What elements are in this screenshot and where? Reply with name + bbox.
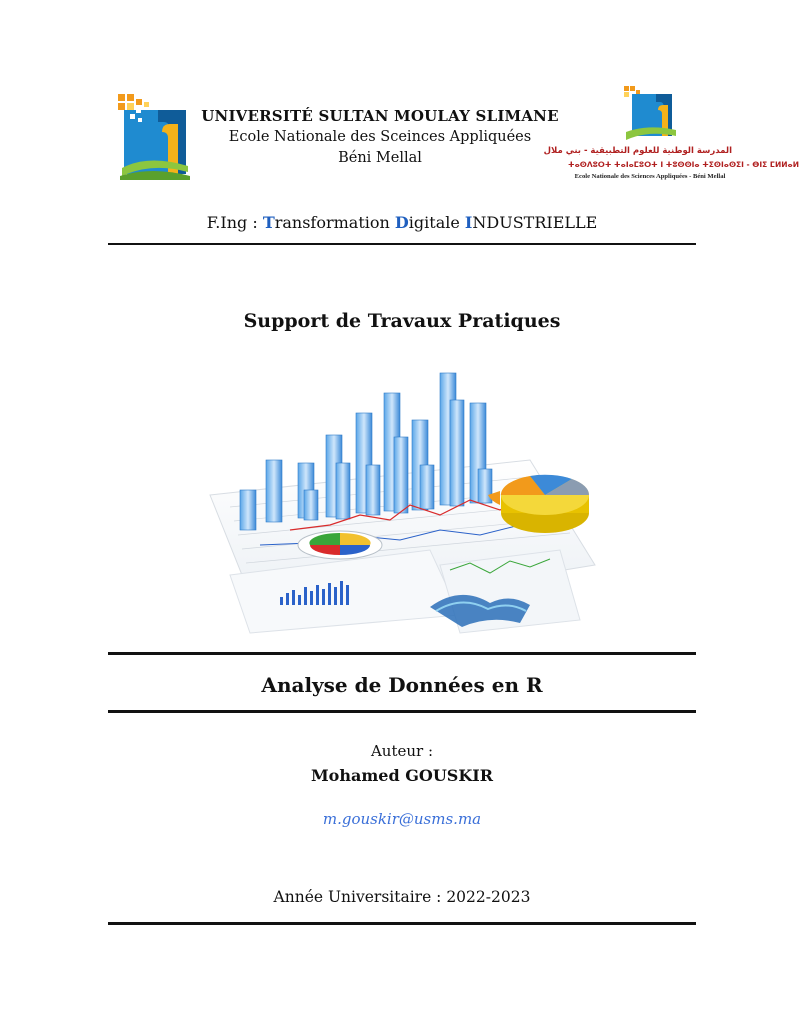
program-word-digitale: igitale [408, 213, 465, 232]
university-header [200, 106, 560, 169]
course-title: Analyse de Données en R [261, 673, 543, 697]
school-name: Ecole Nationale des Sceinces Appliquées [228, 129, 532, 145]
title-bottom-rule [108, 710, 696, 713]
ensa-beni-mellal-logo-icon [543, 86, 799, 186]
support-title: Support de Travaux Pratiques [243, 310, 561, 332]
academic-year: Année Universitaire : 2022-2023 [273, 888, 531, 906]
author-email-link[interactable]: m.gouskir@usms.ma [322, 810, 482, 828]
title-top-rule [108, 652, 696, 655]
data-analytics-illustration [200, 365, 610, 640]
program-initial-d: D [394, 213, 409, 232]
usms-logo-icon [118, 92, 192, 180]
header-divider [108, 243, 696, 245]
program-prefix: F.Ing : [206, 213, 263, 232]
author-name: Mohamed GOUSKIR [310, 766, 494, 785]
tifinagh-school-name: ⵜⴰⵙⴷⵓⵔⵜ ⵜⴰⵏⴰⵎⵓⵔⵜ ⵏ ⵜⵓⵙⵙⵏⴰ ⵜⵉⵙⵏⴰⵙⵉⵏ - ⴱⵏⵉ ⵎⵍⵍⴰⵍ [568, 160, 799, 169]
program-initial-t: T [262, 213, 275, 232]
author-label: Auteur : [370, 742, 434, 760]
program-word-industrielle: NDUSTRIELLE [472, 213, 598, 232]
city-name: Béni Mellal [338, 150, 422, 166]
program-initial-i: I [464, 213, 473, 232]
program-name [108, 213, 696, 232]
ensa-emblem-icon [620, 86, 680, 144]
program-word-transformation: ransformation [274, 213, 395, 232]
university-name: UNIVERSITÉ SULTAN MOULAY SLIMANE [201, 107, 559, 125]
footer-rule [108, 922, 696, 925]
ensa-school-name-small: Ecole Nationale des Sciences Appliquées - Béni Mellal [574, 173, 726, 180]
arabic-school-name: المدرسة الوطنية للعلوم التطبيقية - بني ملال [543, 146, 732, 156]
